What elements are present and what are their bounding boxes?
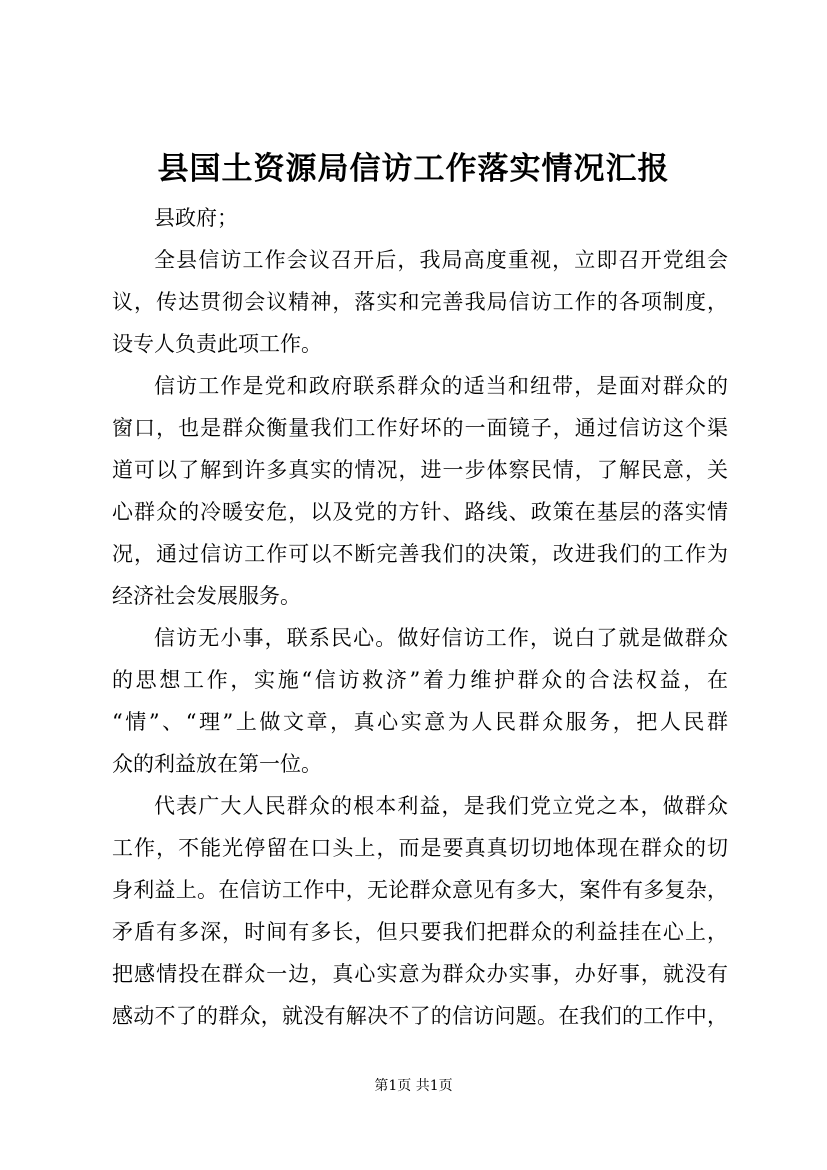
paragraph-4-line-4: 矛盾有多深，时间有多长，但只要我们把群众的利益挂在心上，: [112, 920, 728, 944]
paragraph-3-line-2: 的思想工作，实施“信访救济”着力维护群众的合法权益，在: [112, 668, 728, 692]
paragraph-3-line-1: 信访无小事，联系民心。做好信访工作，说白了就是做群众: [154, 626, 728, 650]
paragraph-2-line-4: 心群众的冷暖安危，以及党的方针、路线、政策在基层的落实情: [112, 500, 728, 524]
paragraph-2-line-5: 况，通过信访工作可以不断完善我们的决策，改进我们的工作为: [112, 542, 728, 566]
paragraph-4-line-5: 把感情投在群众一边，真心实意为群众办实事，办好事，就没有: [112, 962, 728, 986]
paragraph-1-line-3: 设专人负责此项工作。: [112, 332, 322, 356]
paragraph-1-line-2: 议，传达贯彻会议精神，落实和完善我局信访工作的各项制度，: [112, 290, 728, 314]
paragraph-2-line-1: 信访工作是党和政府联系群众的适当和纽带，是面对群众的: [154, 374, 728, 398]
paragraph-2-line-3: 道可以了解到许多真实的情况，进一步体察民情，了解民意，关: [112, 458, 728, 482]
salutation-line: 县政府；: [154, 206, 238, 230]
paragraph-1-line-1: 全县信访工作会议召开后，我局高度重视，立即召开党组会: [154, 248, 728, 272]
paragraph-2-line-2: 窗口，也是群众衡量我们工作好坏的一面镜子，通过信访这个渠: [112, 416, 728, 440]
paragraph-3-line-3: “情”、“理”上做文章，真心实意为人民群众服务，把人民群: [112, 710, 728, 734]
document-title: 县国土资源局信访工作落实情况汇报: [157, 151, 670, 187]
paragraph-4-line-1: 代表广大人民群众的根本利益，是我们党立党之本，做群众: [154, 794, 728, 818]
paragraph-3-line-4: 众的利益放在第一位。: [112, 752, 322, 776]
paragraph-4-line-3: 身利益上。在信访工作中，无论群众意见有多大，案件有多复杂，: [112, 878, 728, 902]
page-footer: 第1页 共1页: [374, 1078, 453, 1094]
document-body: [112, 197, 728, 1037]
paragraph-4-line-6: 感动不了的群众，就没有解决不了的信访问题。在我们的工作中，: [112, 1004, 728, 1028]
paragraph-4-line-2: 工作，不能光停留在口头上，而是要真真切切地体现在群众的切: [112, 836, 728, 860]
paragraph-2-line-6: 经济社会发展服务。: [112, 584, 301, 608]
